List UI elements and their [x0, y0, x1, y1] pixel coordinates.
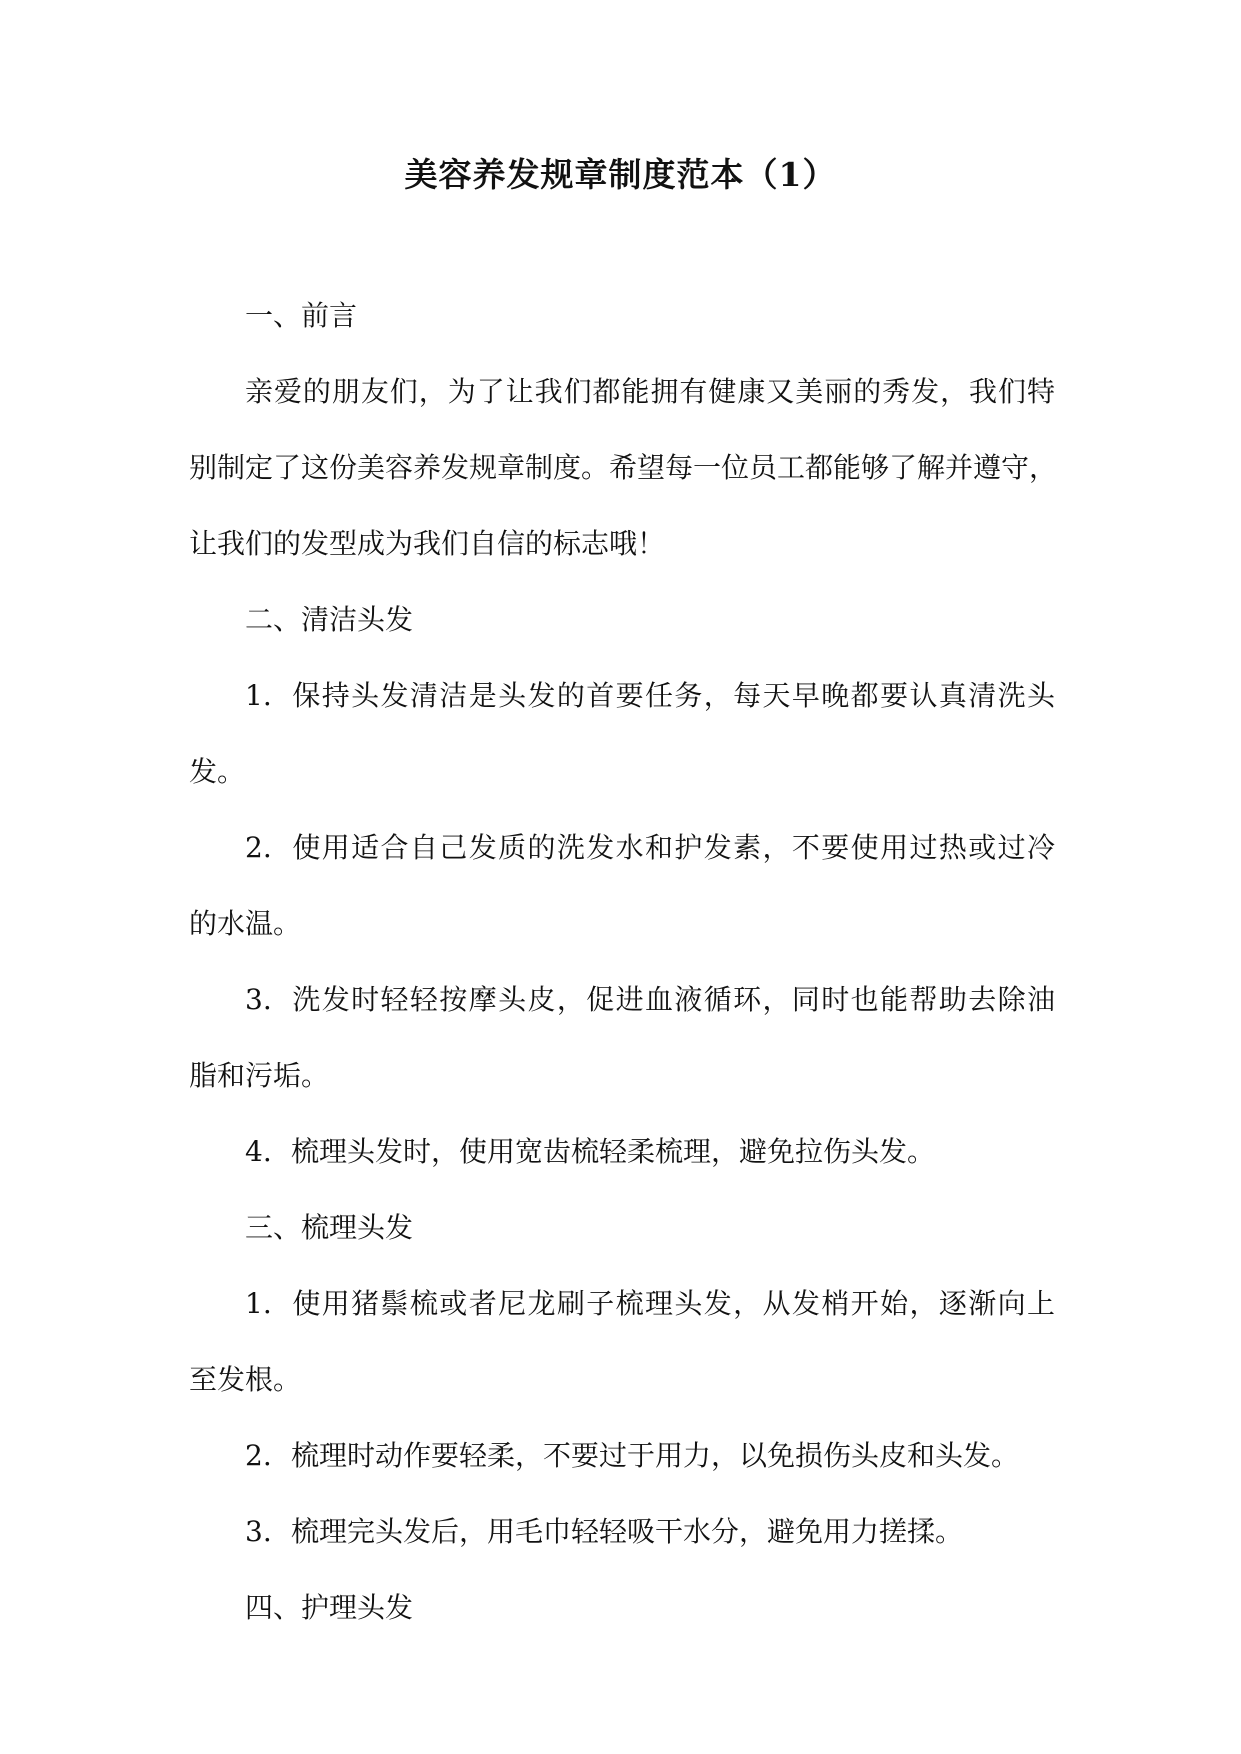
list-item	[189, 1266, 1055, 1342]
list-item-text: 保持头发清洁是头发的首要任务，每天早晚都要认真清洗头	[291, 679, 1055, 712]
document-body	[189, 278, 1058, 1646]
list-item	[189, 658, 1055, 734]
paragraph-line: 别制定了这份美容养发规章制度。希望每一位员工都能够了解并遵守，	[189, 451, 1058, 484]
list-item-text: 梳理头发时，使用宽齿梳轻柔梳理，避免拉伤头发。	[291, 1135, 936, 1168]
document-title: 美容养发规章制度范本（1）	[404, 155, 837, 194]
list-item-continuation: 脂和污垢。	[189, 1059, 330, 1092]
list-item-number: 1.	[245, 1287, 272, 1320]
paragraph-line: 让我们的发型成为我们自信的标志哦！	[189, 527, 666, 560]
list-item-text: 洗发时轻轻按摩头皮，促进血液循环，同时也能帮助去除油	[291, 983, 1055, 1016]
list-item-text: 梳理完头发后，用毛巾轻轻吸干水分，避免用力搓揉。	[291, 1515, 964, 1548]
list-item-continuation: 发。	[189, 755, 246, 788]
section-heading-combing: 三、梳理头发	[245, 1211, 414, 1244]
list-item-number: 3.	[245, 983, 272, 1016]
section-heading-care: 四、护理头发	[245, 1591, 414, 1624]
list-item	[189, 1494, 1055, 1570]
list-item-number: 1.	[245, 679, 272, 712]
list-item-text: 使用适合自己发质的洗发水和护发素，不要使用过热或过冷	[291, 831, 1055, 864]
list-item-continuation: 至发根。	[189, 1363, 302, 1396]
list-item-number: 2.	[245, 831, 272, 864]
section-heading-preface: 一、前言	[245, 299, 358, 332]
list-item-text: 梳理时动作要轻柔，不要过于用力，以免损伤头皮和头发。	[291, 1439, 1020, 1472]
list-item-text: 使用猪鬃梳或者尼龙刷子梳理头发，从发梢开始，逐渐向上	[291, 1287, 1055, 1320]
list-item-number: 4.	[245, 1135, 272, 1168]
list-item-continuation: 的水温。	[189, 907, 302, 940]
list-item-number: 2.	[245, 1439, 272, 1472]
list-item	[189, 810, 1055, 886]
section-heading-cleaning: 二、清洁头发	[245, 603, 414, 636]
list-item	[189, 1418, 1055, 1494]
paragraph-line: 亲爱的朋友们，为了让我们都能拥有健康又美丽的秀发，我们特	[245, 375, 1055, 408]
list-item	[189, 962, 1055, 1038]
list-item	[189, 1114, 1055, 1190]
list-item-number: 3.	[245, 1515, 272, 1548]
